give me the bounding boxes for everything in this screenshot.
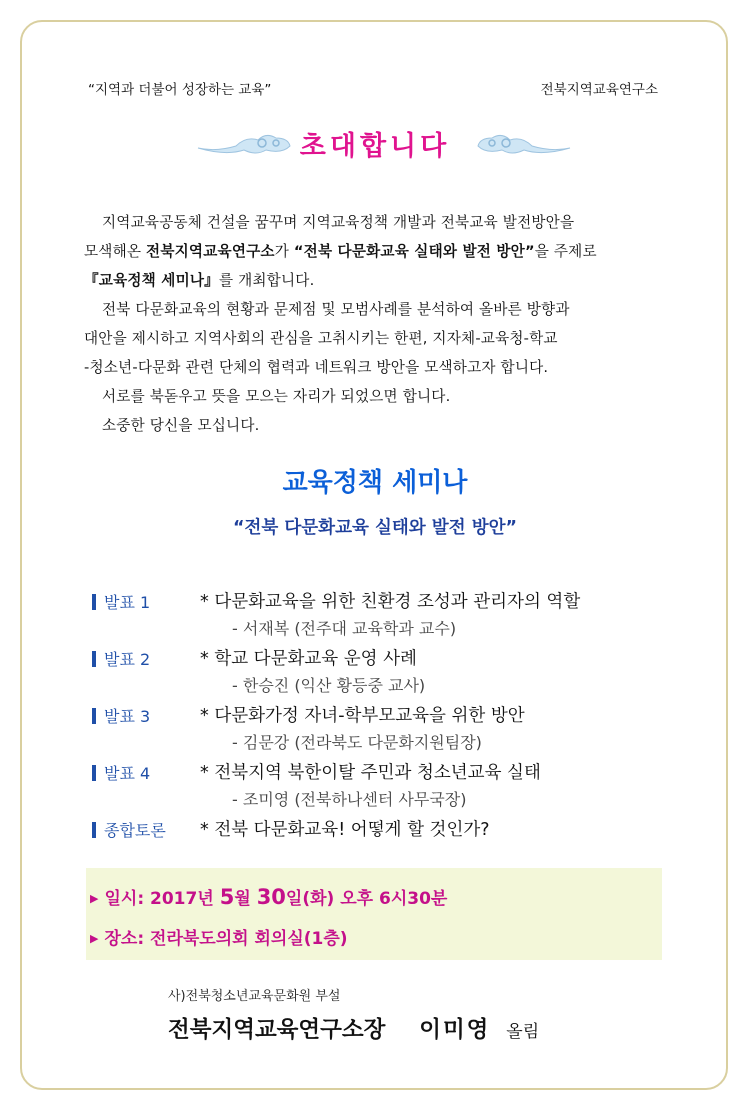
- agenda-topic: * 다문화가정 자녀-학부모교육을 위한 방안: [200, 706, 525, 726]
- bar-marker-icon: [92, 822, 96, 838]
- date-rest: 일(화) 오후 6시30분: [285, 889, 448, 909]
- date-month: 5: [219, 885, 235, 909]
- agenda-list: [92, 588, 672, 873]
- agenda-label: [92, 647, 150, 670]
- triangle-right-icon: ▶: [90, 932, 99, 945]
- intro-line: 지역교육공동체 건설을 꿈꾸며 지역교육정책 개발과 전북교육 발전방안을: [102, 214, 575, 231]
- agenda-label: [92, 590, 150, 613]
- title-row: [0, 122, 750, 162]
- seminar-title: 교육정책 세미나: [282, 468, 468, 498]
- date-month-unit: 월: [234, 889, 251, 909]
- header-org: 전북지역교육연구소: [540, 82, 658, 98]
- intro-event-name: 『교육정책 세미나』: [84, 272, 219, 289]
- intro-line: 소중한 당신을 모십니다.: [102, 417, 260, 434]
- intro-fragment: 가: [274, 243, 294, 260]
- bar-marker-icon: [92, 651, 96, 667]
- agenda-topic: * 전북 다문화교육! 어떻게 할 것인가?: [200, 820, 490, 840]
- agenda-topic: * 학교 다문화교육 운영 사례: [200, 649, 417, 669]
- parent-org: 사)전북청소년교육문화원 부설: [168, 989, 341, 1004]
- agenda-item: [92, 816, 672, 873]
- agenda-label: [92, 704, 150, 727]
- agenda-topic: * 전북지역 북한이탈 주민과 청소년교육 실태: [200, 763, 541, 783]
- agenda-label-text: 발표 2: [104, 650, 151, 669]
- intro-line: -청소년-다문화 관련 단체의 협력과 네트워크 방안을 모색하고자 합니다.: [84, 359, 549, 376]
- agenda-item: [92, 759, 672, 816]
- date-day: 30: [256, 885, 286, 909]
- intro-fragment: 를 개최합니다.: [218, 272, 315, 289]
- agenda-speaker: - 서재복 (전주대 교육학과 교수): [232, 619, 457, 638]
- slogan: “지역과 더불어 성장하는 교육”: [88, 82, 272, 98]
- signer-title: 전북지역교육연구소장: [168, 1017, 386, 1043]
- place-text: 장소: 전라북도의회 회의실(1층): [104, 929, 348, 949]
- intro-line: [84, 266, 660, 295]
- intro-org-name: 전북지역교육연구소: [146, 243, 275, 260]
- intro-line: 대안을 제시하고 지역사회의 관심을 고취시키는 한편, 지자체-교육청-학교: [84, 330, 558, 347]
- agenda-item: [92, 702, 672, 759]
- agenda-label-text: 발표 3: [104, 707, 151, 726]
- agenda-label-text: 종합토론: [104, 821, 166, 840]
- agenda-speaker: - 김문강 (전라북도 다문화지원팀장): [232, 733, 482, 752]
- agenda-topic: * 다문화교육을 위한 친환경 조성과 관리자의 역할: [200, 592, 581, 612]
- bar-marker-icon: [92, 765, 96, 781]
- agenda-item: [92, 645, 672, 702]
- cloud-ornament-right-icon: [476, 130, 572, 156]
- agenda-speaker: - 조미영 (전북하나센터 사무국장): [232, 790, 467, 809]
- intro-theme: “전북 다문화교육 실태와 발전 방안”: [293, 243, 535, 260]
- agenda-label: [92, 761, 150, 784]
- invitation-title: 초대합니다: [299, 131, 451, 162]
- seminar-subtitle: “전북 다문화교육 실태와 발전 방안”: [232, 518, 518, 538]
- bar-marker-icon: [92, 708, 96, 724]
- intro-fragment: 을 주제로: [534, 243, 597, 260]
- signer-suffix: 올림: [506, 1022, 540, 1042]
- intro-line: 서로를 북돋우고 뜻을 모으는 자리가 되었으면 합니다.: [102, 388, 451, 405]
- intro-line: [84, 237, 660, 266]
- event-place: [90, 924, 348, 949]
- agenda-label-text: 발표 4: [104, 764, 151, 783]
- triangle-right-icon: ▶: [90, 892, 99, 905]
- signature-line: [168, 1012, 539, 1044]
- event-date: [90, 884, 447, 909]
- agenda-item: [92, 588, 672, 645]
- date-label: 일시: 2017년: [104, 889, 214, 909]
- agenda-label-text: 발표 1: [104, 593, 151, 612]
- agenda-speaker: - 한승진 (익산 황등중 교사): [232, 676, 426, 695]
- intro-fragment: 모색해온: [84, 243, 147, 260]
- intro-text: [84, 208, 660, 440]
- intro-line: 전북 다문화교육의 현황과 문제점 및 모범사례를 분석하여 올바른 방향과: [102, 301, 570, 318]
- bar-marker-icon: [92, 594, 96, 610]
- agenda-label: [92, 818, 166, 841]
- signer-name: 이미영: [419, 1017, 491, 1043]
